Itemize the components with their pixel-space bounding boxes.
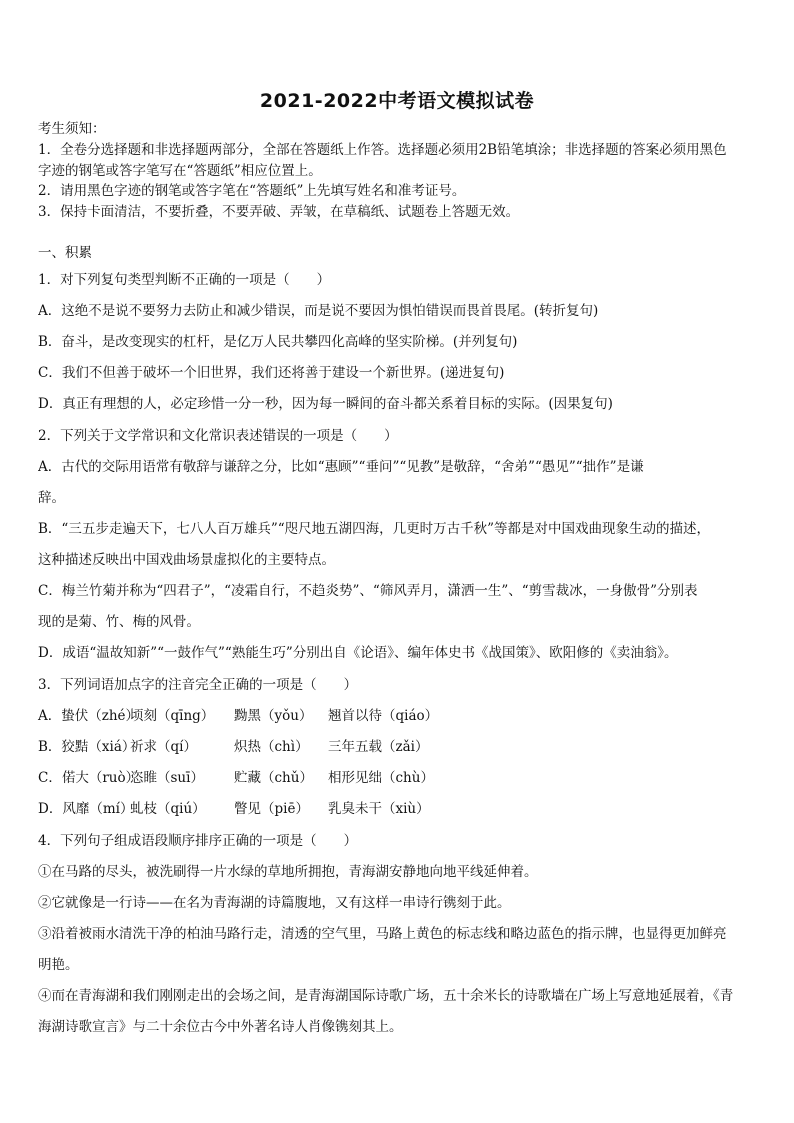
notice-item: 字迹的钢笔或答字笔写在“答题纸”相应位置上。 bbox=[38, 163, 322, 179]
question-4-stem: 4．下列句子组成语段顺序排序正确的一项是（ ） bbox=[38, 833, 358, 849]
section-heading: 一、积累 bbox=[38, 245, 92, 261]
word: 虬枝（qiú） bbox=[130, 801, 206, 817]
word: 瞥见（piē） bbox=[234, 801, 309, 817]
word: 祈求（qí） bbox=[130, 739, 197, 755]
question-4-sentence-2: ②它就像是一行诗——在名为青海湖的诗篇腹地，又有这样一串诗行镌刻于此。 bbox=[38, 895, 511, 911]
question-2-option-b: B．“三五步走遍天下，七八人百万雄兵”“咫尺地五湖四海，几更时万古千秋”等都是对中国戏曲现象生动的描述， bbox=[38, 521, 711, 537]
word: 恣睢（suī） bbox=[130, 770, 204, 786]
word: 翘首以待（qiáo） bbox=[328, 708, 439, 724]
question-3-option-b bbox=[38, 738, 760, 756]
question-3-option-d bbox=[38, 800, 760, 818]
question-1-option-c: C．我们不但善于破坏一个旧世界，我们还将善于建设一个新世界。(递进复句) bbox=[38, 365, 505, 381]
question-4-sentence-1: ①在马路的尽头，被洗刷得一片水绿的草地所拥抱，青海湖安静地向地平线延伸着。 bbox=[38, 864, 538, 880]
question-2-option-a: A．古代的交际用语常有敬辞与谦辞之分，比如“惠顾”“垂问”“见教”是敬辞，“舍弟”“愚见”“拙作”是谦 bbox=[38, 459, 644, 475]
question-2-option-a-cont: 辞。 bbox=[38, 490, 65, 506]
question-1-stem: 1．对下列复句类型判断不正确的一项是（ ） bbox=[38, 272, 331, 288]
question-1-option-d: D．真正有理想的人，必定珍惜一分一秒，因为每一瞬间的奋斗都关系着目标的实际。(因果复句) bbox=[38, 396, 613, 412]
question-4-sentence-4-cont: 海湖诗歌宣言》与二十余位古今中外著名诗人肖像镌刻其上。 bbox=[38, 1019, 403, 1035]
word: C．偌大（ruò） bbox=[38, 770, 140, 786]
word: 乳臭未干（xiù） bbox=[328, 801, 430, 817]
question-2-option-c: C．梅兰竹菊并称为“四君子”，“凌霜自行，不趋炎势”、“筛风弄月，潇洒一生”、“剪雪裁冰，一身傲骨”分别表 bbox=[38, 583, 698, 599]
notice-item: 2．请用黑色字迹的钢笔或答字笔在“答题纸”上先填写姓名和准考证号。 bbox=[38, 183, 466, 199]
word: A．蛰伏（zhé） bbox=[38, 708, 140, 724]
notice-heading: 考生须知： bbox=[38, 121, 106, 137]
question-1-option-b: B．奋斗，是改变现实的杠杆，是亿万人民共攀四化高峰的坚实阶梯。(并列复句) bbox=[38, 334, 518, 350]
word: D．风靡（mí） bbox=[38, 801, 134, 817]
exam-title: 2021-2022中考语文模拟试卷 bbox=[259, 90, 535, 112]
question-2-option-b-cont: 这种描述反映出中国戏曲场景虚拟化的主要特点。 bbox=[38, 552, 335, 568]
question-3-stem: 3．下列词语加点字的注音完全正确的一项是（ ） bbox=[38, 677, 358, 693]
question-1-option-a: A．这绝不是说不要努力去防止和减少错误，而是说不要因为惧怕错误而畏首畏尾。(转折复句) bbox=[38, 303, 599, 319]
notice-item: 1．全卷分选择题和非选择题两部分，全部在答题纸上作答。选择题必须用2B铅笔填涂；非选择题的答案必须用黑色 bbox=[38, 142, 727, 158]
question-4-sentence-3: ③沿着被雨水清洗干净的柏油马路行走，清透的空气里，马路上黄色的标志线和略边蓝色的指示牌，也显得更加鲜亮 bbox=[38, 926, 727, 942]
word: B．狡黠（xiá） bbox=[38, 739, 136, 755]
word: 相形见绌（chù） bbox=[328, 770, 434, 786]
question-3-option-c bbox=[38, 769, 760, 787]
notice-item: 3．保持卡面清洁，不要折叠，不要弄破、弄皱，在草稿纸、试题卷上答题无效。 bbox=[38, 204, 520, 220]
word: 贮藏（chǔ） bbox=[234, 770, 313, 786]
word: 黝黑（yǒu） bbox=[234, 708, 313, 724]
question-4-sentence-3-cont: 明艳。 bbox=[38, 957, 79, 973]
word: 炽热（chì） bbox=[234, 739, 309, 755]
word: 三年五载（zǎi） bbox=[328, 739, 429, 755]
question-2-option-c-cont: 现的是菊、竹、梅的风骨。 bbox=[38, 614, 200, 630]
word: 顷刻（qīng） bbox=[130, 708, 215, 724]
question-2-option-d: D．成语“温故知新”“一鼓作气”“熟能生巧”分别出自《论语》、编年体史书《战国策》、欧阳修的《卖油翁》。 bbox=[38, 645, 678, 661]
question-4-sentence-4: ④而在青海湖和我们刚刚走出的会场之间，是青海湖国际诗歌广场，五十余米长的诗歌墙在广场上写意地延展着，《青 bbox=[38, 988, 734, 1004]
question-3-option-a bbox=[38, 707, 760, 725]
question-2-stem: 2．下列关于文学常识和文化常识表述错误的一项是（ ） bbox=[38, 428, 398, 444]
